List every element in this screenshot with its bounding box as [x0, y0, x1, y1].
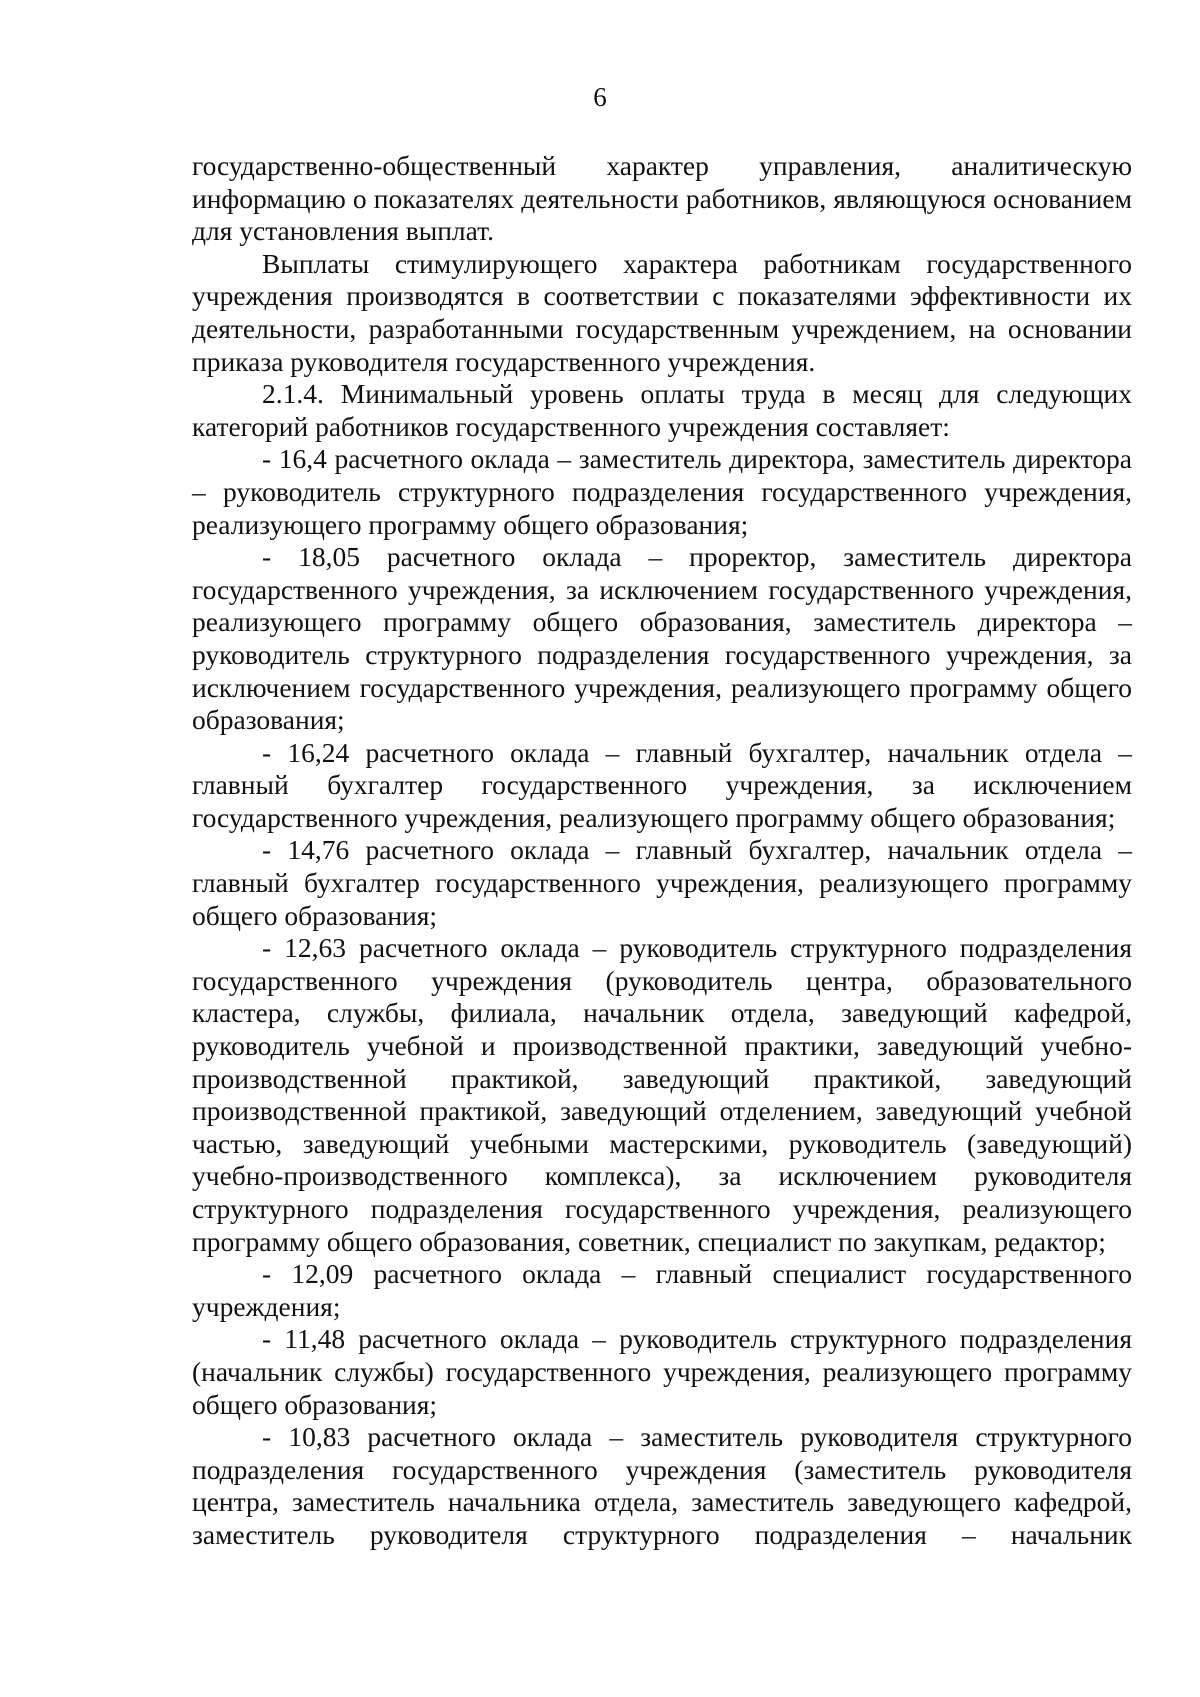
paragraph: - 16,4 расчетного оклада – заместитель директора, заместитель директора – руководитель структурного подразделения государственного учреждения, реализующего программу общего образования; — [192, 443, 1132, 540]
paragraph: - 12,63 расчетного оклада – руководитель структурного подразделения государственного учреждения (руководитель центра, образовательного кластера, службы, филиала, начальник отдела, заведующий кафедрой, руководитель учебной и производственной практики, заведующий учебно-производственной практикой, заведующий практикой, заведующий производственной практикой, заведующий отделением, заведующий учебной частью, заведующий учебными мастерскими, руководитель (заведующий) учебно-производственного комплекса), за исключением руководителя структурного подразделения государственного учреждения, реализующего программу общего образования, советник, специалист по закупкам, редактор; — [192, 932, 1132, 1257]
paragraph: - 18,05 расчетного оклада – проректор, заместитель директора государственного учреждения, за исключением государственного учреждения, реализующего программу общего образования, заместитель директора – руководитель структурного подразделения государственного учреждения, за исключением государственного учреждения, реализующего программу общего образования; — [192, 541, 1132, 736]
paragraph: - 12,09 расчетного оклада – главный специалист государственного учреждения; — [192, 1258, 1132, 1322]
paragraph: - 10,83 расчетного оклада – заместитель руководителя структурного подразделения государственного учреждения (заместитель руководителя центра, заместитель начальника отдела, заместитель заведующего кафедрой, заместитель руководителя структурного подразделения – начальник — [192, 1421, 1132, 1550]
document-body — [192, 150, 1132, 1552]
paragraph: 2.1.4. Минимальный уровень оплаты труда в месяц для следующих категорий работников государственного учреждения составляет: — [192, 378, 1132, 442]
paragraph: государственно-общественный характер управления, аналитическую информацию о показателях деятельности работников, являющуюся основанием для установления выплат. — [192, 150, 1132, 247]
paragraph: Выплаты стимулирующего характера работникам государственного учреждения производятся в соответствии с показателями эффективности их деятельности, разработанными государственным учреждением, на основании приказа руководителя государственного учреждения. — [192, 247, 1132, 377]
paragraph: - 11,48 расчетного оклада – руководитель структурного подразделения (начальник службы) государственного учреждения, реализующего программу общего образования; — [192, 1323, 1132, 1420]
paragraph: - 14,76 расчетного оклада – главный бухгалтер, начальник отдела – главный бухгалтер государственного учреждения, реализующего программу общего образования; — [192, 834, 1132, 931]
paragraph: - 16,24 расчетного оклада – главный бухгалтер, начальник отдела – главный бухгалтер государственного учреждения, за исключением государственного учреждения, реализующего программу общего образования; — [192, 736, 1132, 833]
page-number: 6 — [593, 82, 607, 112]
